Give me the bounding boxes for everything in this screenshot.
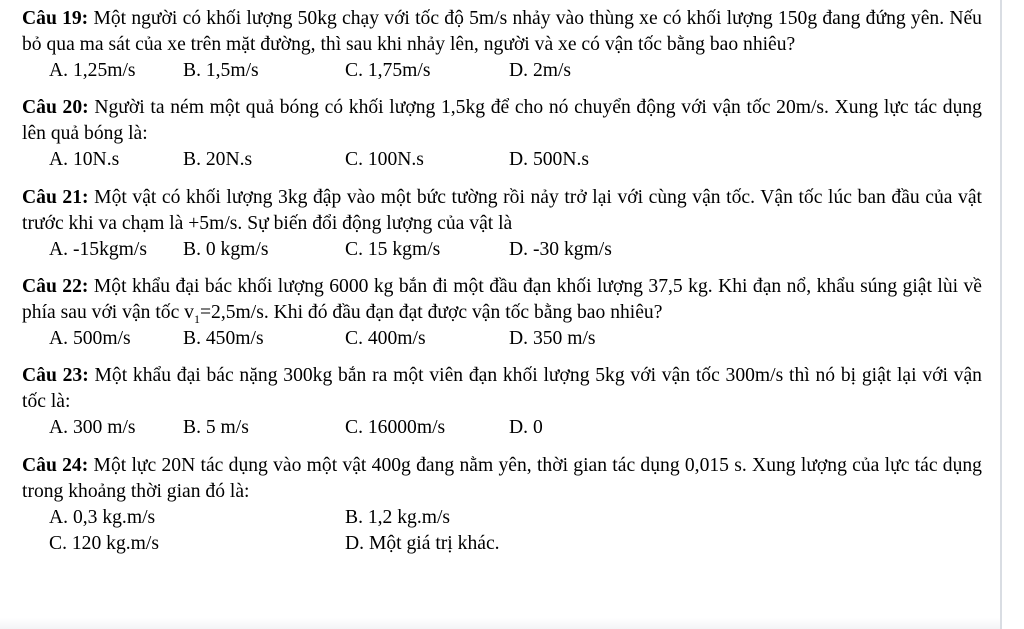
question-20-label: Câu 20: <box>22 97 89 118</box>
question-24-text: Một lực 20N tác dụng vào một vật 400g đang nằm yên, thời gian tác dụng 0,015 s. Xung lượng của lực tác dụng trong khoảng thời gian đó là: <box>22 455 982 502</box>
question-20-options <box>22 147 982 173</box>
question-22-text-after: =2,5m/s. Khi đó đầu đạn đạt được vận tốc bằng bao nhiêu? <box>199 302 663 323</box>
question-21-text: Một vật có khối lượng 3kg đập vào một bức tường rồi nảy trở lại với cùng vận tốc. Vận tốc lúc ban đầu của vật trước khi va chạm là +5m/s. Sự biến đổi động lượng của vật là <box>22 187 982 234</box>
question-23-text: Một khẩu đại bác nặng 300kg bắn ra một viên đạn khối lượng 5kg với vận tốc 300m/s thì nó bị giật lại với vận tốc là: <box>22 365 982 412</box>
question-24-option-c[interactable]: C. 120 kg.m/s <box>49 533 159 554</box>
question-23-option-b[interactable]: B. 5 m/s <box>183 417 249 438</box>
question-22-option-c[interactable]: C. 400m/s <box>345 328 426 349</box>
question-24-options-row-1 <box>22 505 982 531</box>
question-20-text: Người ta ném một quả bóng có khối lượng 1,5kg để cho nó chuyển động với vận tốc 20m/s. Xung lực tác dụng lên quả bóng là: <box>22 97 982 144</box>
question-19-label: Câu 19: <box>22 8 89 29</box>
question-23-option-c[interactable]: C. 16000m/s <box>345 417 446 438</box>
question-22-option-a[interactable]: A. 500m/s <box>49 328 131 349</box>
question-22-label: Câu 22: <box>22 276 89 297</box>
document-page <box>22 6 982 557</box>
question-24-option-b[interactable]: B. 1,2 kg.m/s <box>345 507 451 528</box>
question-23-option-d[interactable]: D. 0 <box>509 417 543 438</box>
question-19-option-c[interactable]: C. 1,75m/s <box>345 60 431 81</box>
question-19-stem <box>22 6 982 58</box>
question-23-option-a[interactable]: A. 300 m/s <box>49 417 136 438</box>
question-21-options <box>22 237 982 263</box>
question-22-stem <box>22 274 982 326</box>
question-20-option-d[interactable]: D. 500N.s <box>509 149 590 170</box>
question-22-option-b[interactable]: B. 450m/s <box>183 328 264 349</box>
question-23 <box>22 363 982 441</box>
question-24-option-d[interactable]: D. Một giá trị khác. <box>345 533 500 554</box>
question-24-options-row-2 <box>22 531 982 557</box>
question-20-option-b[interactable]: B. 20N.s <box>183 149 253 170</box>
question-22-options <box>22 326 982 352</box>
question-19-text: Một người có khối lượng 50kg chạy với tốc độ 5m/s nhảy vào thùng xe có khối lượng 150g đang đứng yên. Nếu bỏ qua ma sát của xe trên mặt đường, thì sau khi nhảy lên, người và xe có vận tốc bằng bao nhiêu? <box>22 8 982 55</box>
question-21-option-c[interactable]: C. 15 kgm/s <box>345 239 441 260</box>
question-24 <box>22 453 982 557</box>
question-21-option-a[interactable]: A. -15kgm/s <box>49 239 147 260</box>
question-20-stem <box>22 95 982 147</box>
question-21-stem <box>22 185 982 237</box>
question-19-option-b[interactable]: B. 1,5m/s <box>183 60 259 81</box>
question-19 <box>22 6 982 84</box>
question-19-option-d[interactable]: D. 2m/s <box>509 60 572 81</box>
question-20-option-a[interactable]: A. 10N.s <box>49 149 120 170</box>
question-22-option-d[interactable]: D. 350 m/s <box>509 328 596 349</box>
question-24-option-a[interactable]: A. 0,3 kg.m/s <box>49 507 156 528</box>
question-24-label: Câu 24: <box>22 455 89 476</box>
question-20-option-c[interactable]: C. 100N.s <box>345 149 424 170</box>
question-19-options <box>22 58 982 84</box>
question-22 <box>22 274 982 352</box>
question-23-stem <box>22 363 982 415</box>
page-bottom-edge <box>0 618 1000 629</box>
question-21-option-d[interactable]: D. -30 kgm/s <box>509 239 612 260</box>
question-21-option-b[interactable]: B. 0 kgm/s <box>183 239 269 260</box>
question-23-label: Câu 23: <box>22 365 89 386</box>
question-21 <box>22 185 982 263</box>
question-20 <box>22 95 982 173</box>
page-right-border <box>1000 0 1002 629</box>
question-22-text-before: Một khẩu đại bác khối lượng 6000 kg bắn đi một đầu đạn khối lượng 37,5 kg. Khi đạn nổ, khẩu súng giật lùi về phía sau với vận tốc v <box>22 276 982 323</box>
question-21-label: Câu 21: <box>22 187 89 208</box>
question-24-stem <box>22 453 982 505</box>
question-22-subscript: 1 <box>193 311 200 326</box>
question-23-options <box>22 415 982 441</box>
question-19-option-a[interactable]: A. 1,25m/s <box>49 60 136 81</box>
